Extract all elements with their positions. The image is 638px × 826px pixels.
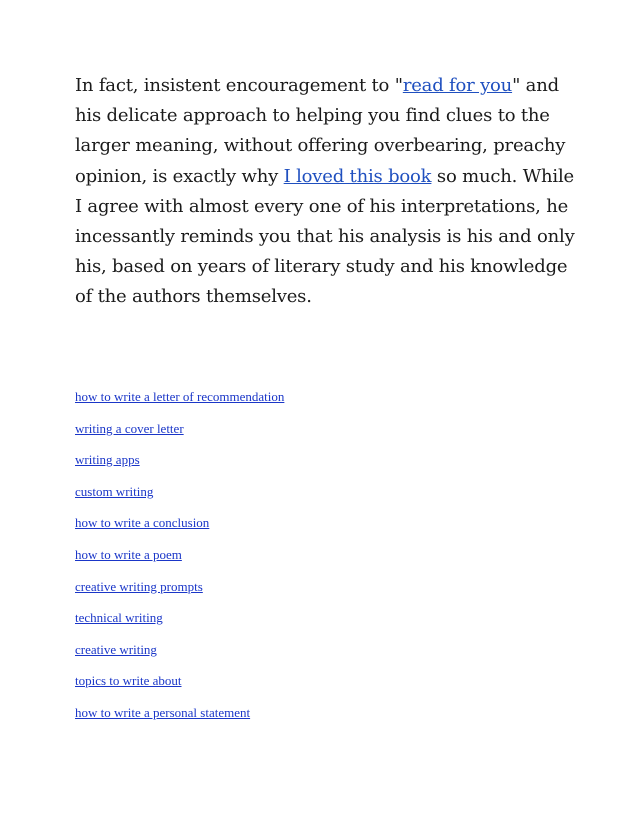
i-loved-this-book-link[interactable]: I loved this book <box>283 165 432 187</box>
link-creative-writing[interactable]: creative writing <box>75 641 157 657</box>
link-writing-apps[interactable]: writing apps <box>75 452 140 468</box>
paragraph-text-2: " and his delicate approach to helping you find clues to the larger meaning, without offering overbearing, preachy opinion, is exactly why <box>75 75 566 187</box>
list-item <box>75 578 284 610</box>
list-item <box>75 641 284 673</box>
link-technical-writing[interactable]: technical writing <box>75 610 163 626</box>
paragraph-text-1: In fact, insistent encouragement to " <box>75 75 403 96</box>
link-creative-writing-prompts[interactable]: creative writing prompts <box>75 578 203 594</box>
body-paragraph <box>75 71 575 313</box>
list-item <box>75 609 284 641</box>
link-custom-writing[interactable]: custom writing <box>75 483 154 499</box>
read-for-you-link[interactable]: read for you <box>402 75 513 96</box>
list-item <box>75 451 284 483</box>
link-topics-to-write-about[interactable]: topics to write about <box>75 673 182 689</box>
link-write-poem[interactable]: how to write a poem <box>75 546 182 562</box>
related-links-list <box>75 388 284 736</box>
link-cover-letter[interactable]: writing a cover letter <box>75 420 184 436</box>
list-item <box>75 704 284 736</box>
link-letter-of-recommendation[interactable]: how to write a letter of recommendation <box>75 389 285 404</box>
list-item <box>75 546 284 578</box>
link-write-conclusion[interactable]: how to write a conclusion <box>75 515 210 531</box>
list-item <box>75 483 284 515</box>
paragraph-text-3: so much. While I agree with almost every one of his interpretations, he incessantly reminds you that his analysis is his and only his, based on years of literary study and his knowledge of the authors themselves. <box>75 165 575 308</box>
list-item <box>75 388 284 420</box>
link-personal-statement[interactable]: how to write a personal statement <box>75 704 251 720</box>
list-item <box>75 420 284 452</box>
list-item <box>75 514 284 546</box>
list-item <box>75 672 284 704</box>
